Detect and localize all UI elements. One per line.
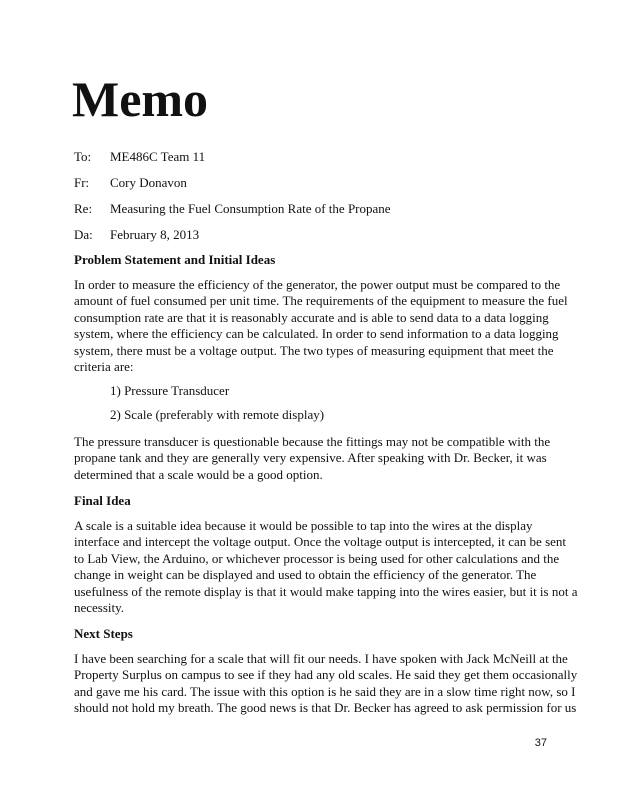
problem-heading: Problem Statement and Initial Ideas: [74, 252, 276, 267]
paragraph-line: should not hold my breath. The good news is that Dr. Becker has agreed to ask permission for us: [74, 700, 577, 716]
paragraph-line: necessity.: [74, 600, 125, 616]
memo-title: Memo: [72, 71, 209, 127]
final-idea-paragraph: [74, 518, 578, 616]
next-steps-heading: Next Steps: [74, 626, 133, 641]
re-label: Re:: [74, 201, 93, 216]
paragraph-line: The pressure transducer is questionable because the fittings may not be compatible with the: [74, 434, 551, 449]
to-label: To:: [74, 149, 92, 164]
list-item: 1) Pressure Transducer: [110, 383, 230, 398]
final-idea-heading: Final Idea: [74, 493, 131, 508]
problem-paragraph-1: [74, 277, 568, 375]
re-line: [74, 201, 391, 217]
to-line: [74, 149, 205, 165]
paragraph-line: amount of fuel consumed per unit time. The requirements of the equipment to measure the fuel: [74, 293, 568, 309]
paragraph-line: consumption rate are that it is reasonably accurate and is able to send data to a data logging: [74, 309, 549, 325]
date-label: Da:: [74, 227, 93, 242]
problem-paragraph-2: [74, 434, 550, 483]
paragraph-line: and gave me his card. The issue with this option is he said they are in a slow time right now, so I: [74, 683, 576, 699]
to-value: ME486C Team 11: [110, 149, 206, 164]
date-line: [74, 227, 199, 243]
paragraph-line: to Lab View, the Arduino, or whichever processor is being used for other calculations and the: [74, 550, 560, 566]
re-value: Measuring the Fuel Consumption Rate of the Propane: [110, 201, 391, 216]
paragraph-line: In order to measure the efficiency of the generator, the power output must be compared to the: [74, 277, 561, 292]
paragraph-line: I have been searching for a scale that will fit our needs. I have spoken with Jack McNeill at the: [74, 651, 568, 666]
paragraph-line: change in weight can be displayed and used to obtain the efficiency of the generator. The: [74, 567, 537, 583]
paragraph-line: usefulness of the remote display is that it would make tapping into the wires easier, but it is not a: [74, 583, 578, 599]
next-steps-paragraph: [74, 651, 578, 717]
paragraph-line: interface and intercept the voltage output. Once the voltage output is intercepted, it can be sent: [74, 534, 567, 550]
paragraph-line: criteria are:: [74, 359, 134, 375]
paragraph-line: A scale is a suitable idea because it would be possible to tap into the wires at the display: [74, 518, 533, 533]
from-line: [74, 175, 187, 191]
paragraph-line: system, where the efficiency can be calculated. In order to send information to a data logging: [74, 326, 559, 342]
paragraph-line: Property Surplus on campus to see if they had any old scales. He said they get them occasionally: [74, 667, 578, 683]
paragraph-line: propane tank and they are generally very expensive. After speaking with Dr. Becker, it was: [74, 450, 547, 466]
paragraph-line: system, there must be a voltage output. The two types of measuring equipment that meet the: [74, 342, 554, 358]
from-label: Fr:: [74, 175, 90, 190]
from-value: Cory Donavon: [110, 175, 187, 190]
date-value: February 8, 2013: [110, 227, 200, 242]
paragraph-line: determined that a scale would be a good option.: [74, 466, 323, 482]
page-number: 37: [534, 737, 547, 749]
list-item: 2) Scale (preferably with remote display): [110, 407, 325, 422]
